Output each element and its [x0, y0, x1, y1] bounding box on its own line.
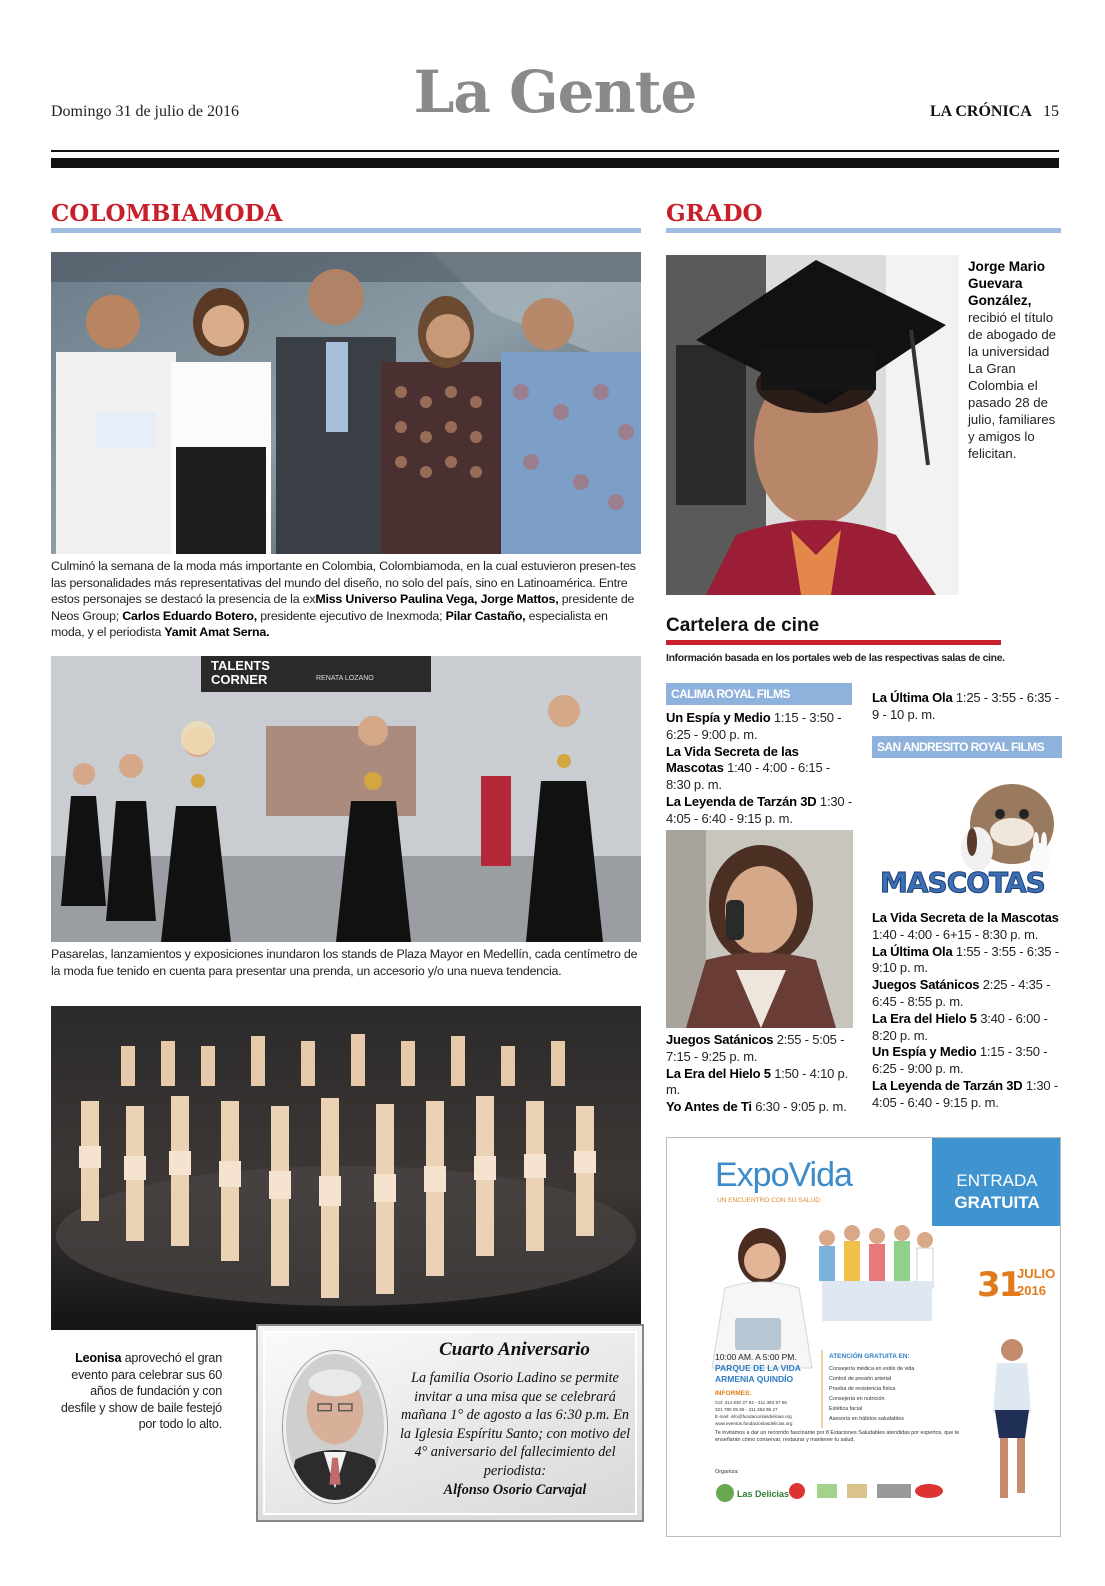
ad-atencion-3: Prueba de resistencia física	[829, 1386, 896, 1392]
movie-listing	[872, 944, 1062, 978]
graduate-name: Jorge Mario Guevara González,	[968, 259, 1046, 308]
newspaper-name: LA CRÓNICA	[930, 103, 1032, 120]
gratuita-label: GRATUITA	[954, 1193, 1040, 1212]
movie-title: La Leyenda de Tarzán 3D	[666, 793, 817, 809]
grado-heading: GRADO	[666, 200, 763, 227]
right-top-movie-title: La Última Ola	[872, 690, 953, 705]
movie-times: 2:25 - 4:35 - 6:45 - 8:55 p. m.	[872, 977, 1051, 1009]
expovida-brand: ExpoVida	[715, 1156, 852, 1194]
sanandresito-movies	[872, 910, 1062, 1112]
header-rule-thin	[51, 150, 1059, 152]
expovida-tagline: UN ENCUENTRO CON SU SALUD	[717, 1197, 820, 1204]
colombiamoda-caption-1	[51, 558, 643, 641]
section-title: La Gente	[413, 58, 697, 126]
movie-times: 1:50 - 4:10 p. m.	[666, 1065, 849, 1098]
leonisa-name: Leonisa	[75, 1351, 122, 1365]
leonisa-show-photo	[51, 1006, 641, 1330]
movie-times: 1:15 - 3:50 - 6:25 - 9:00 p. m.	[872, 1044, 1048, 1077]
movie-listing	[666, 1032, 854, 1066]
caption-text: presidente de Neos Group;	[51, 592, 635, 623]
movie-title: La Vida Secreta de las Mascotas	[666, 743, 799, 776]
ad-day: 31	[977, 1265, 1021, 1305]
ad-month: JULIO	[1017, 1266, 1056, 1281]
anniversary-text: La familia Osorio Ladino se permite invitar a una misa que se celebrará mañana 1° de agosto a las 6:30 p.m. En la Iglesia Espíritu Santo; con motivo del 4° aniversario del fallecimiento del periodista:	[399, 1370, 631, 1479]
expovida-ad	[666, 1137, 1061, 1537]
caption-text: especialista en moda, y el periodista	[51, 608, 608, 640]
ad-atencion-5: Estética facial	[829, 1406, 863, 1412]
ad-year: 2016	[1017, 1283, 1046, 1298]
right-top-movie-times: 1:25 - 3:55 - 6:35 - 9 - 10 p. m.	[872, 690, 1059, 722]
ad-informes-1: Cel: 314 830 27 84 - 311 383 57 65	[715, 1400, 787, 1405]
caption-name: Yamit Amat Serna.	[164, 625, 270, 640]
caption-name: Miss Universo Paulina Vega, Jorge Mattos,	[315, 592, 559, 607]
movie-title: Juegos Satánicos	[872, 977, 980, 993]
entrada-label: ENTRADA	[956, 1171, 1038, 1190]
caption-text: Culminó la semana de la moda más importante en Colombia, Colombiamoda, en la cual estuvieron presen-tes las personalidades más representativas del mundo del diseño, no solo del país, sino en Latinoamérica. Entre estos personajes se destacó la presencia de la ex	[51, 559, 636, 607]
movie-title: Un Espía y Medio	[666, 710, 771, 725]
movie-times: 1:40 - 4:00 - 6+15 - 8:30 p. m.	[872, 926, 1039, 942]
movie-listing	[666, 710, 854, 744]
colombiamoda-rule	[51, 228, 641, 233]
right-top-movie	[872, 690, 1062, 724]
movie-times: 6:30 - 9:05 p. m.	[751, 1099, 847, 1115]
movie-listing	[872, 910, 1062, 944]
movie-title: La Vida Secreta de la Mascotas	[872, 910, 1059, 925]
grado-text	[968, 258, 1062, 462]
ad-atencion-title: ATENCIÓN GRATUITA EN:	[829, 1353, 910, 1360]
ad-atencion-4: Consejería en nutrición	[829, 1396, 885, 1402]
mascotas-poster	[872, 764, 1062, 904]
movie-listing	[872, 1044, 1062, 1078]
ad-sponsor: Las Delicias	[737, 1489, 790, 1499]
movie-times: 1:30 - 4:05 - 6:40 - 9:15 p. m.	[872, 1077, 1058, 1110]
cartelera-note: Información basada en los portales web de las respectivas salas de cine.	[666, 653, 1005, 664]
colombiamoda-caption-2: Pasarelas, lanzamientos y exposiciones inundaron los stands de Plaza Mayor en Medellín, cada centímetro de la moda fue tenido en cuenta para presentar una prenda, un accesorio y/o una nueva tendencia.	[51, 947, 638, 978]
anniversary-title: Cuarto Aniversario	[439, 1339, 590, 1360]
designer-sign: RENATA LOZANO	[316, 675, 374, 682]
graduate-photo	[666, 255, 959, 595]
movie-listing	[872, 1078, 1062, 1112]
anniversary-notice	[256, 1324, 644, 1522]
ad-atencion-2: Control de presión arterial	[829, 1376, 892, 1382]
leonisa-text: aprovechó el gran evento para celebrar sus 60 años de fundación y con desfile y show de baile festejó por todo lo alto.	[60, 1351, 222, 1432]
ad-informes-4: www.eventos.fundacionlasdelicias.org	[715, 1421, 793, 1426]
calima-tag: CALIMA ROYAL FILMS	[666, 683, 852, 705]
movie-times: 1:40 - 4:00 - 6:15 - 8:30 p. m.	[666, 760, 831, 793]
movie-title: La Era del Hielo 5	[666, 1065, 771, 1081]
movie-listing	[872, 1011, 1062, 1045]
calima-movies-top	[666, 710, 854, 828]
movie-title: Yo Antes de Ti	[666, 1099, 752, 1115]
leonisa-caption	[60, 1350, 222, 1433]
grado-rule	[666, 228, 1061, 233]
ad-informes-label: INFORMES:	[715, 1390, 752, 1397]
movie-times: 1:15 - 3:50 - 6:25 - 9:00 p. m.	[666, 710, 842, 742]
cartelera-rule	[666, 640, 1001, 645]
mascotas-poster-title: MASCOTAS	[880, 866, 1045, 899]
graduate-description: recibió el título de abogado de la universidad La Gran Colombia el pasado 28 de julio, familiares y amigos lo felicitan.	[968, 310, 1057, 461]
movie-listing	[666, 794, 854, 828]
anniversary-name: Alfonso Osorio Carvajal	[443, 1481, 587, 1498]
movie-title: La Última Ola	[872, 943, 953, 959]
talents-sign-line2: CORNER	[211, 672, 268, 687]
movie-times: 1:55 - 3:55 - 6:35 - 9:10 p. m.	[872, 943, 1059, 976]
ad-informes-2: 321 780 09 95 - 311 353 99 27	[715, 1407, 778, 1412]
ad-atencion-6: Asesoría en hábitos saludables	[829, 1416, 904, 1422]
caption-name: Carlos Eduardo Botero,	[122, 608, 257, 623]
movie-times: 3:40 - 6:00 - 8:20 p. m.	[872, 1010, 1048, 1043]
sanandresito-tag: SAN ANDRESITO ROYAL FILMS	[872, 736, 1062, 758]
ad-informes-3: E-mail: info@fundacionlasdelicias.org	[715, 1414, 792, 1419]
ad-invite: Te invitamos a dar un recorrido fascinante por 8 Estaciones Saludables atendidas por expertos, que te enseñarán cómo conservar, restaurar y mantener tu salud.	[715, 1430, 960, 1443]
movie-title: La Era del Hielo 5	[872, 1010, 977, 1026]
movie-title: La Leyenda de Tarzán 3D	[872, 1077, 1023, 1093]
caption-text: presidente ejecutivo de Inexmoda;	[256, 608, 446, 623]
header-rule-thick	[51, 158, 1059, 168]
talents-sign-line1: TALENTS	[211, 658, 270, 673]
movie-times: 2:55 - 5:05 - 7:15 - 9:25 p. m.	[666, 1032, 845, 1064]
movie-title: Juegos Satánicos	[666, 1032, 774, 1047]
movie-still-photo	[666, 830, 853, 1028]
movie-times: 1:30 - 4:05 - 6:40 - 9:15 p. m.	[666, 793, 852, 826]
page-number: 15	[1043, 103, 1059, 120]
issue-date: Domingo 31 de julio de 2016	[51, 103, 239, 120]
calima-movies-bottom	[666, 1032, 854, 1116]
anniversary-body	[395, 1369, 635, 1499]
colombiamoda-heading: COLOMBIAMODA	[51, 200, 283, 227]
ad-organiza: Organiza:	[715, 1469, 739, 1475]
cartelera-title: Cartelera de cine	[666, 615, 820, 636]
ad-venue-1: PARQUE DE LA VIDA	[715, 1363, 801, 1373]
ad-atencion-1: Consejería médica en estilo de vida	[829, 1366, 915, 1372]
caption-name: Pilar Castaño,	[445, 608, 526, 623]
runway-models-photo	[51, 656, 641, 942]
colombiamoda-group-photo	[51, 252, 641, 554]
movie-title: Un Espía y Medio	[872, 1044, 977, 1060]
movie-listing	[666, 744, 854, 794]
movie-listing	[666, 1099, 854, 1116]
ad-venue-2: ARMENIA QUINDÍO	[715, 1374, 794, 1384]
movie-listing	[666, 1066, 854, 1100]
movie-listing	[872, 977, 1062, 1011]
ad-hours: 10:00 AM. A 5:00 PM.	[715, 1352, 797, 1362]
anniversary-portrait	[283, 1351, 387, 1503]
